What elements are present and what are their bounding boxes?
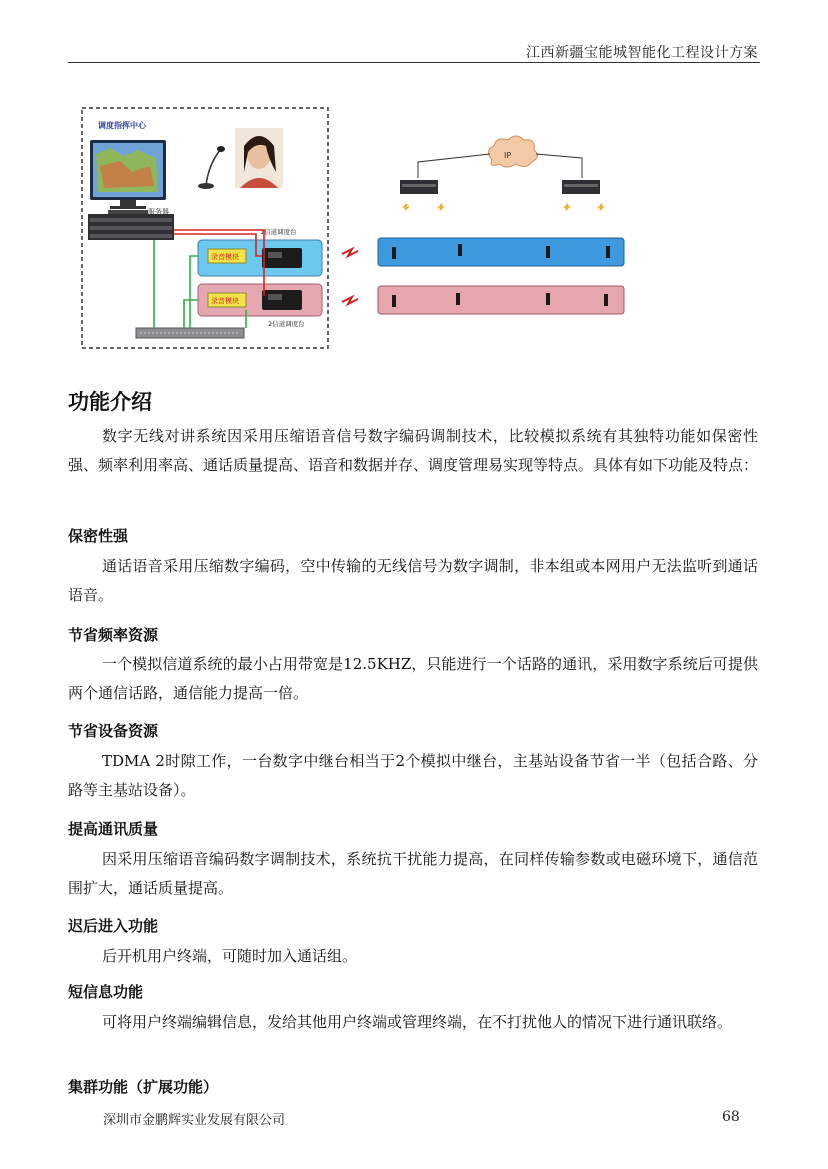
recorder-1-label: 录音模块 bbox=[211, 253, 239, 261]
feature-heading-late-entry: 迟后进入功能 bbox=[68, 917, 159, 935]
feature-text-secrecy: 通话语音采用压缩数字编码，空中传输的无线信号为数字调制，非本组或本网用户无法监听到通话语音。 bbox=[68, 557, 758, 604]
feature-heading-secrecy: 保密性强 bbox=[68, 527, 129, 545]
feature-heading-quality: 提高通讯质量 bbox=[68, 820, 159, 838]
feature-heading-trunking: 集群功能（扩展功能） bbox=[68, 1078, 219, 1096]
header-rule bbox=[68, 62, 760, 63]
dispatch-center-label: 调度指挥中心 bbox=[98, 121, 146, 130]
feature-text-sms: 可将用户终端编辑信息，发给其他用户终端或管理终端，在不打扰他人的情况下进行通讯联络。 bbox=[102, 1013, 733, 1031]
wireless-link-1-icon bbox=[342, 249, 358, 256]
repeater-signal-icons bbox=[403, 204, 604, 210]
section-title: 功能介绍 bbox=[68, 389, 152, 414]
server-label: 服务器 bbox=[148, 208, 169, 216]
feature-text-quality: 因采用压缩语音编码数字调制技术，系统抗干扰能力提高，在同样传输参数或电磁环境下，通信范围扩大，通话质量提高。 bbox=[68, 850, 758, 897]
feature-heading-frequency: 节省频率资源 bbox=[68, 626, 159, 644]
server-icon bbox=[88, 214, 174, 240]
ip-label: IP bbox=[504, 151, 512, 160]
recorder-2-label: 录音模块 bbox=[211, 297, 239, 305]
wireless-link-2-icon bbox=[342, 297, 358, 304]
microphone-icon bbox=[198, 146, 225, 189]
feature-heading-equipment: 节省设备资源 bbox=[68, 722, 159, 740]
feature-text-frequency: 一个模拟信道系统的最小占用带宽是12.5KHZ，只能进行一个话路的通讯，采用数字系统后可提供两个通信话路，通信能力提高一倍。 bbox=[68, 655, 758, 702]
channel-1-bar bbox=[378, 238, 624, 266]
header-title: 江西新疆宝能城智能化工程设计方案 bbox=[526, 45, 758, 61]
feature-text-equipment: TDMA 2时隙工作，一台数字中继台相当于2个模拟中继台，主基站设备节省一半（包括合路、分路等主基站设备）。 bbox=[68, 752, 758, 799]
system-diagram bbox=[80, 106, 756, 352]
feature-heading-sms: 短信息功能 bbox=[68, 983, 144, 1001]
console-2-label: 2信道调度台 bbox=[268, 320, 305, 328]
monitor-icon bbox=[90, 140, 166, 209]
footer-company: 深圳市金鹏辉实业发展有限公司 bbox=[103, 1113, 286, 1128]
page-number: 68 bbox=[722, 1109, 740, 1125]
wan-link-left bbox=[418, 154, 490, 178]
cable-green-2 bbox=[190, 256, 198, 328]
channel-2-bar bbox=[378, 286, 624, 314]
intro-paragraph: 数字无线对讲系统因采用压缩语音信号数字编码调制技术，比较模拟系统有其独特功能如保密性强、频率利用率高、通话质量提高、语音和数据并存、调度管理易实现等特点。具体有如下功能及特点： bbox=[68, 427, 759, 474]
wan-link-right bbox=[536, 154, 582, 178]
operator-photo bbox=[235, 128, 283, 188]
console-1-label: 1信道调度台 bbox=[260, 228, 297, 236]
cable-green-3 bbox=[184, 300, 198, 328]
feature-text-late-entry: 后开机用户终端，可随时加入通话组。 bbox=[102, 947, 358, 965]
ip-cloud-icon bbox=[488, 136, 537, 167]
